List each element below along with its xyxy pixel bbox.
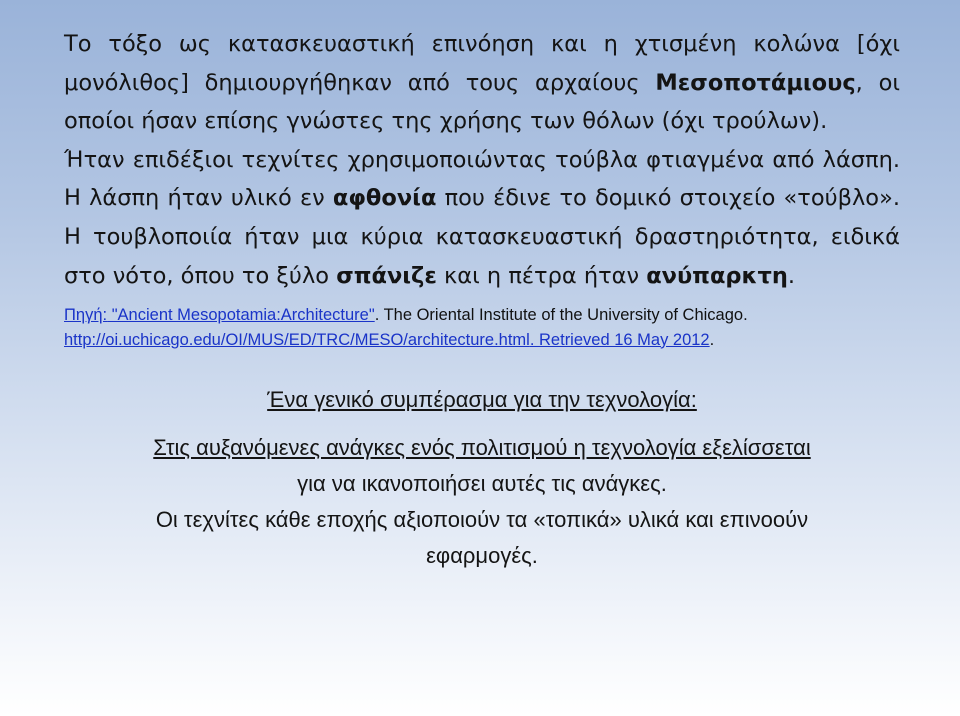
source-label-link[interactable]: Πηγή: [64, 306, 108, 325]
source-end: . [709, 330, 715, 349]
paragraph-arch-origins [64, 25, 900, 141]
paragraph2-bold-abundance: αφθονία [332, 185, 437, 212]
paragraph-brick-making [64, 141, 900, 295]
source-title-link[interactable]: "Ancient Mesopotamia:Architecture" [107, 306, 375, 325]
source-publisher: . The Oriental Institute of the University of Chicago. [374, 306, 748, 325]
paragraph2-text-4: . [787, 262, 796, 289]
source-retrieved-link[interactable]: . Retrieved 16 May 2012 [529, 330, 710, 349]
conclusion-heading: Ένα γενικό συμπέρασμα για την τεχνολογία: [267, 387, 697, 413]
source-url-link[interactable]: http://oi.uchicago.edu/OI/MUS/ED/TRC/MESO/architecture.html [64, 330, 530, 349]
conclusion-line-2a: Οι τεχνίτες κάθε εποχής αξιοποιούν τα «τοπικά» υλικά και επινοούν [155, 507, 809, 533]
conclusion-line-1b: για να ικανοποιήσει αυτές τις ανάγκες. [297, 471, 667, 497]
slide-body [64, 25, 900, 574]
paragraph1-text-1: Το τόξο ως κατασκευαστική επινόηση και η χτισμένη κολώνα [όχι μονόλιθος] δημιουργήθηκαν από τους αρχαίους [64, 31, 900, 96]
conclusion-line-1a: Στις αυξανόμενες ανάγκες ενός πολιτισμού η τεχνολογία εξελίσσεται [153, 435, 811, 461]
paragraph2-bold-scarce: σπάνιζε [336, 262, 437, 289]
paragraph1-bold-mesopotamians: Μεσοποτάμιους [655, 69, 856, 96]
conclusion-line-2b: εφαρμογές. [426, 543, 538, 569]
paragraph2-text-3: και η πέτρα ήταν [436, 262, 647, 289]
paragraph2-text-1: Ήταν επιδέξιοι τεχνίτες χρησιμοποιώντας τούβλα φτιαγμένα από λάσπη. Η λάσπη ήταν υλικό εν [64, 146, 900, 212]
paragraph2-text-2: που έδινε το δομικό στοιχείο «τούβλο». Η τουβλοποιία ήταν μια κύρια κατασκευαστική δραστηριότητα, ειδικά στο νότο, όπου το ξύλο [64, 185, 900, 289]
paragraph2-bold-nonexistent: ανύπαρκτη [646, 262, 788, 289]
source-citation [64, 303, 900, 352]
conclusion-block [64, 382, 900, 574]
paragraph1-text-2: , οι οποίοι ήσαν επίσης γνώστες της χρήσης των θόλων (όχι τρούλων). [64, 69, 900, 135]
